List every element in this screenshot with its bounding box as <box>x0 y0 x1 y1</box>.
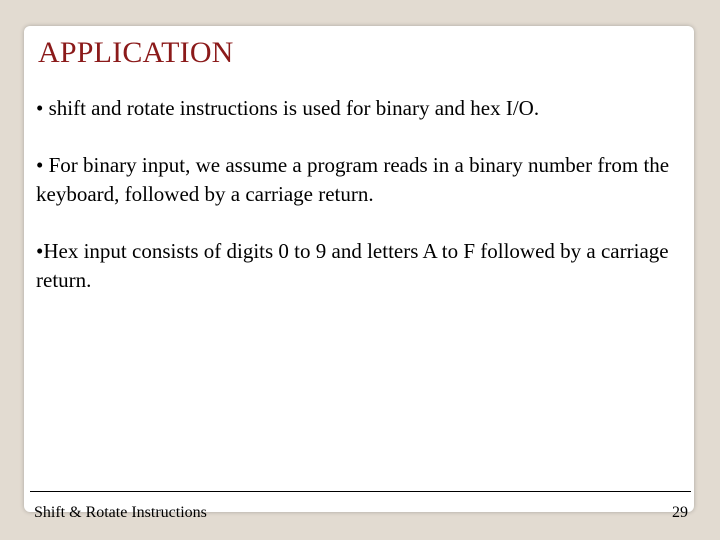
footer-title: Shift & Rotate Instructions <box>34 504 207 521</box>
bullet-item: • shift and rotate instructions is used for binary and hex I/O. <box>36 96 540 120</box>
bullet-list <box>36 94 686 323</box>
footer-divider <box>30 491 691 492</box>
bullet-item: •Hex input consists of digits 0 to 9 and letters A to F followed by a carriage return. <box>36 239 669 292</box>
slide-title: APPLICATION <box>38 36 234 69</box>
bullet-item: • For binary input, we assume a program reads in a binary number from the keyboard, followed by a carriage return. <box>36 153 670 206</box>
page-number: 29 <box>672 504 688 521</box>
